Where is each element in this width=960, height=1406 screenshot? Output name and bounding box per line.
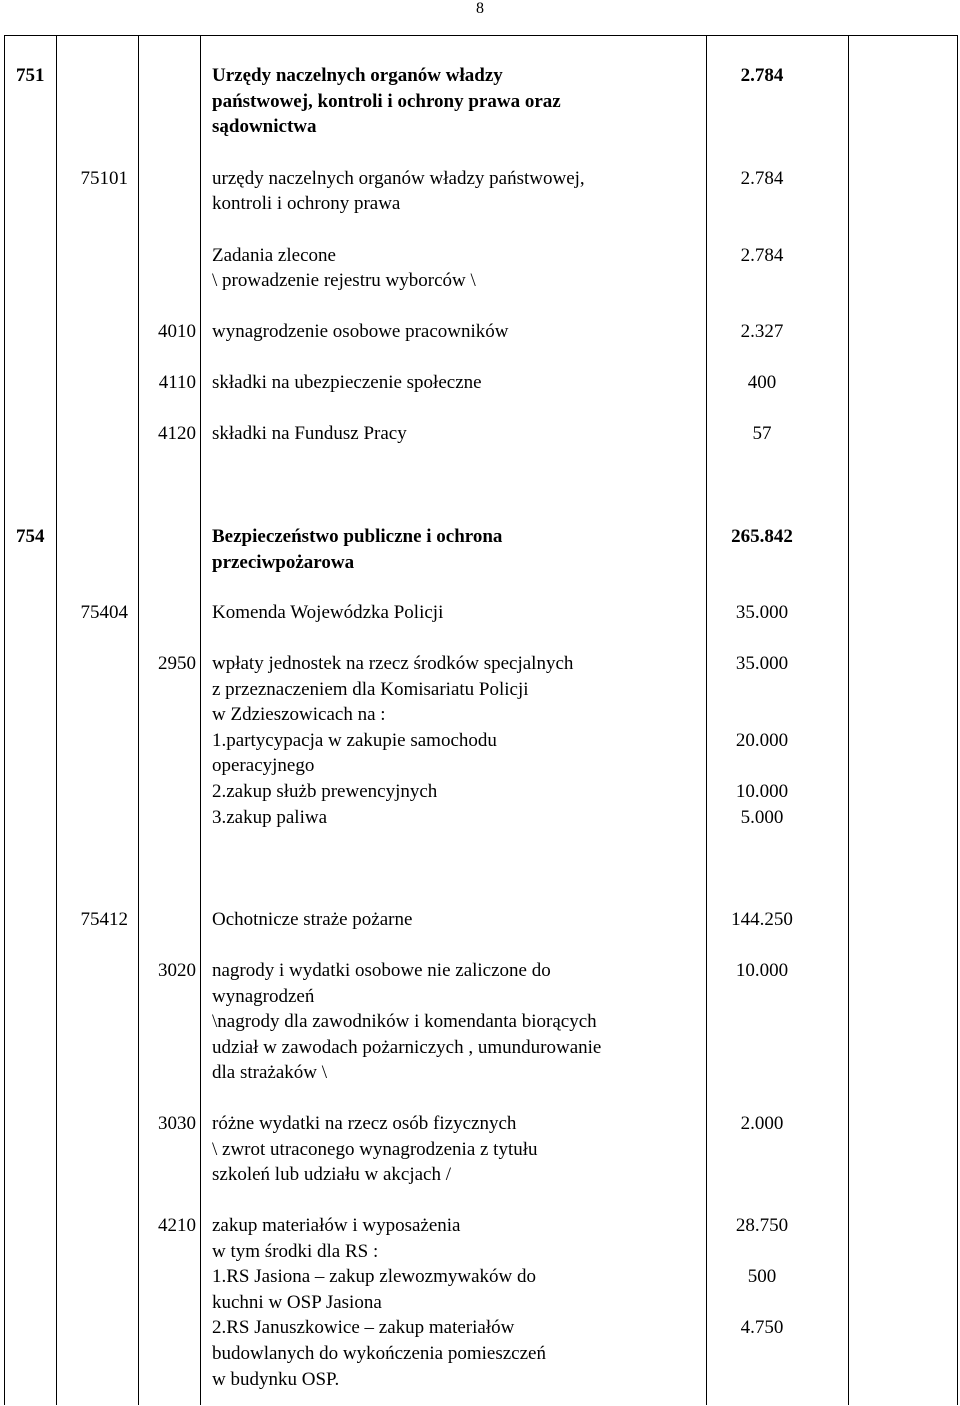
paragraph-code: 2950 [158, 653, 196, 674]
paragraph-amount: 10.000 [735, 960, 789, 981]
page-number: 8 [476, 0, 484, 17]
paragraph-code: 4120 [158, 423, 196, 444]
paragraph-line: 1.RS Jasiona – zakup zlewozmywaków do [212, 1266, 536, 1288]
paragraph-code: 4010 [158, 321, 196, 342]
column-divider [56, 35, 57, 1405]
task-amount: 2.784 [740, 245, 784, 266]
paragraph-code: 4110 [158, 372, 196, 393]
paragraph-amount: 28.750 [735, 1215, 789, 1236]
rozdzial-code: 75101 [80, 168, 128, 189]
column-divider [200, 35, 201, 1405]
task-title: Zadania zlecone [212, 245, 336, 266]
dzial-title: Urzędy naczelnych organów władzy [212, 65, 503, 86]
paragraph-amount: 500 [747, 1266, 777, 1288]
paragraph-amount: 20.000 [735, 729, 789, 751]
paragraph-line: \ zwrot utraconego wynagrodzenia z tytułu [212, 1138, 538, 1160]
rozdzial-name: kontroli i ochrony prawa [212, 193, 401, 214]
paragraph-line: 3.zakup paliwa [212, 806, 328, 828]
dzial-title: sądownictwa [212, 116, 317, 137]
paragraph-amount: 35.000 [735, 653, 789, 674]
paragraph-line: szkoleń lub udziału w akcjach / [212, 1164, 452, 1186]
dzial-title: Bezpieczeństwo publiczne i ochrona [212, 526, 503, 547]
paragraph-line: składki na Fundusz Pracy [212, 423, 407, 444]
paragraph-amount: 5.000 [740, 806, 784, 828]
paragraph-line: składki na ubezpieczenie społeczne [212, 372, 482, 393]
paragraph-line: \nagrody dla zawodników i komendanta biorących [212, 1011, 597, 1033]
paragraph-line: z przeznaczeniem dla Komisariatu Policji [212, 678, 529, 700]
paragraph-line: nagrody i wydatki osobowe nie zaliczone do [212, 960, 551, 981]
rozdzial-amount: 35.000 [735, 602, 789, 623]
rozdzial-code: 75412 [80, 909, 128, 930]
dzial-title: państwowej, kontroli i ochrony prawa oraz [212, 91, 561, 112]
paragraph-amount: 2.327 [740, 321, 784, 342]
paragraph-line: różne wydatki na rzecz osób fizycznych [212, 1113, 517, 1134]
paragraph-code: 4210 [158, 1215, 196, 1236]
paragraph-code: 3020 [158, 960, 196, 981]
paragraph-amount: 400 [747, 372, 777, 393]
paragraph-line: w Zdzieszowicach na : [212, 704, 386, 726]
column-divider [957, 35, 958, 1405]
paragraph-line: 2.RS Januszkowice – zakup materiałów [212, 1317, 515, 1339]
paragraph-line: wynagrodzenie osobowe pracowników [212, 321, 509, 342]
paragraph-amount: 2.000 [740, 1113, 784, 1134]
task-description: \ prowadzenie rejestru wyborców \ [212, 270, 476, 291]
rozdzial-amount: 144.250 [731, 909, 793, 930]
rozdzial-code: 75404 [80, 602, 128, 623]
column-divider [138, 35, 139, 1405]
paragraph-line: w tym środki dla RS : [212, 1240, 379, 1262]
paragraph-line: udział w zawodach pożarniczych , umundurowanie [212, 1036, 602, 1058]
column-divider [4, 35, 5, 1405]
dzial-title: przeciwpożarowa [212, 552, 355, 573]
paragraph-code: 3030 [158, 1113, 196, 1134]
rozdzial-name: urzędy naczelnych organów władzy państwowej, [212, 168, 585, 189]
paragraph-line: wpłaty jednostek na rzecz środków specjalnych [212, 653, 574, 674]
paragraph-line: operacyjnego [212, 755, 315, 777]
rozdzial-name: Ochotnicze straże pożarne [212, 909, 413, 930]
paragraph-amount: 4.750 [740, 1317, 784, 1339]
paragraph-line: w budynku OSP. [212, 1368, 340, 1390]
rozdzial-name: Komenda Wojewódzka Policji [212, 602, 444, 623]
dzial-code: 754 [16, 526, 45, 547]
paragraph-line: dla strażaków \ [212, 1062, 328, 1084]
paragraph-line: 1.partycypacja w zakupie samochodu [212, 729, 497, 751]
paragraph-amount: 10.000 [735, 781, 789, 802]
rozdzial-amount: 2.784 [740, 168, 784, 189]
paragraph-line: kuchni w OSP Jasiona [212, 1291, 382, 1313]
paragraph-line: zakup materiałów i wyposażenia [212, 1215, 461, 1236]
dzial-code: 751 [16, 65, 45, 86]
dzial-amount: 265.842 [731, 526, 793, 547]
paragraph-amount: 57 [752, 423, 772, 444]
column-divider [848, 35, 849, 1405]
paragraph-line: wynagrodzeń [212, 985, 315, 1007]
paragraph-line: budowlanych do wykończenia pomieszczeń [212, 1343, 546, 1364]
paragraph-line: 2.zakup służb prewencyjnych [212, 781, 438, 802]
dzial-amount: 2.784 [740, 65, 784, 86]
